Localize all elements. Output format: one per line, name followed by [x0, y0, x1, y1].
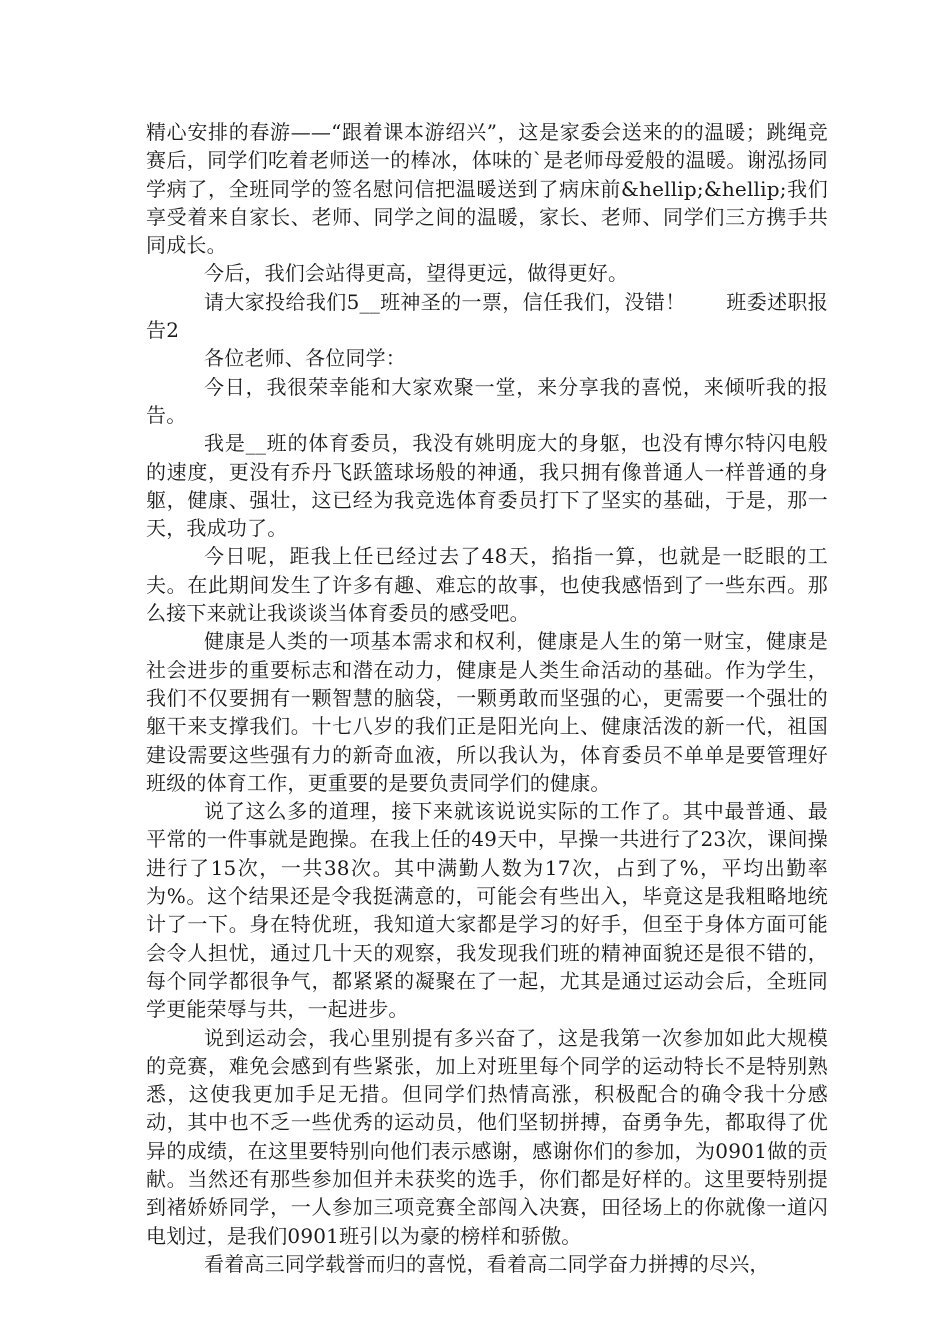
document-body	[146, 118, 828, 1278]
paragraph-8: 健康是人类的一项基本需求和权利，健康是人生的第一财宝，健康是社会进步的重要标志和潜在动力，健康是人类生命活动的基础。作为学生，我们不仅要拥有一颗智慧的脑袋，一颗勇敢而坚强的心，更需要一个强壮的躯干来支撑我们。十七八岁的我们正是阳光向上、健康活泼的新一代，祖国建设需要这些强有力的新奇血液，所以我认为，体育委员不单单是要管理好班级的体育工作，更重要的是要负责同学们的健康。	[146, 629, 828, 795]
paragraph-11: 看着高三同学载誉而归的喜悦，看着高二同学奋力拼搏的尽兴，	[204, 1251, 770, 1276]
paragraph-4-salutation: 各位老师、各位同学：	[204, 346, 406, 371]
paragraph-2: 今后，我们会站得更高，望得更远，做得更好。	[204, 261, 629, 286]
paragraph-10: 说到运动会，我心里别提有多兴奋了，这是我第一次参加如此大规模的竞赛，难免会感到有些紧张，加上对班里每个同学的运动特长不是特别熟悉，这使我更加手足无措。但同学们热情高涨，积极配合的确令我十分感动，其中也不乏一些优秀的运动员，他们坚韧拼搏，奋勇争先，都取得了优异的成绩，在这里要特别向他们表示感谢，感谢你们的参加，为0901做的贡献。当然还有那些参加但并未获奖的选手，你们都是好样的。这里要特别提到褚娇娇同学，一人参加三项竞赛全部闯入决赛，田径场上的你就像一道闪电划过，是我们0901班引以为豪的榜样和骄傲。	[146, 1025, 828, 1248]
paragraph-1: 精心安排的春游——“跟着课本游绍兴”，这是家委会送来的的温暖；跳绳竞赛后，同学们吃着老师送一的棒冰，体味的`是老师母爱般的温暖。谢泓扬同学病了，全班同学的签名慰问信把温暖送到了病床前&hellip;&hellip;我们享受着来自家长、老师、同学之间的温暖，家长、老师、同学们三方携手共同成长。	[146, 120, 828, 258]
paragraph-6: 我是__班的体育委员，我没有姚明庞大的身躯，也没有博尔特闪电般的速度，更没有乔丹飞跃篮球场般的神通，我只拥有像普通人一样普通的身躯，健康、强壮，这已经为我竞选体育委员打下了坚实的基础，于是，那一天，我成功了。	[146, 431, 828, 541]
paragraph-3: 请大家投给我们5__班神圣的一票，信任我们，没错！ 班委述职报告2	[146, 289, 828, 343]
paragraph-5: 今日，我很荣幸能和大家欢聚一堂，来分享我的喜悦，来倾听我的报告。	[146, 374, 828, 427]
paragraph-7: 今日呢，距我上任已经过去了48天，掐指一算，也就是一眨眼的工夫。在此期间发生了许多有趣、难忘的故事，也使我感悟到了一些东西。那么接下来就让我谈谈当体育委员的感受吧。	[146, 544, 828, 626]
paragraph-9: 说了这么多的道理，接下来就该说说实际的工作了。其中最普通、最平常的一件事就是跑操。在我上任的49天中，早操一共进行了23次，课间操进行了15次，一共38次。其中满勤人数为17次，占到了%，平均出勤率为%。这个结果还是令我挺满意的，可能会有些出入，毕竟这是我粗略地统计了一下。身在特优班，我知道大家都是学习的好手，但至于身体方面可能会令人担忧，通过几十天的观察，我发现我们班的精神面貌还是很不错的，每个同学都很争气，都紧紧的凝聚在了一起，尤其是通过运动会后，全班同学更能荣辱与共，一起进步。	[146, 799, 828, 1022]
